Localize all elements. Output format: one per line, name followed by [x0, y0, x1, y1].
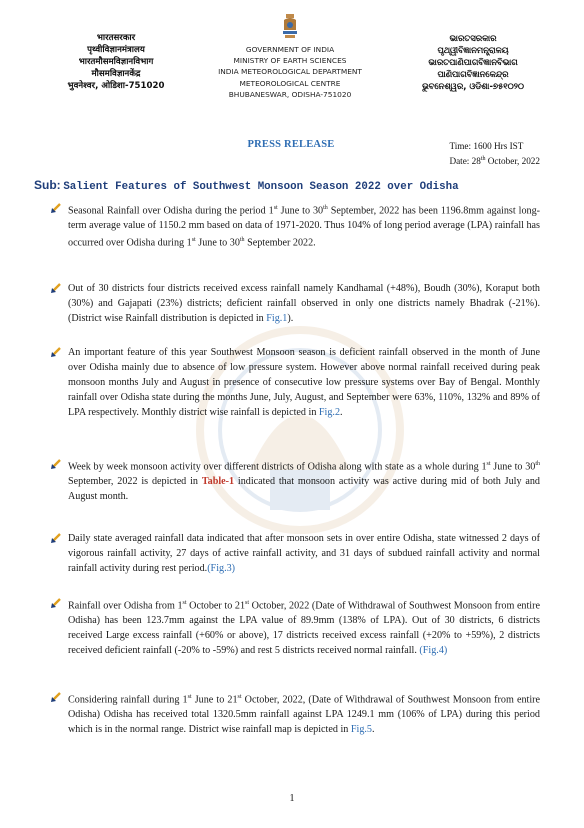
paragraph-seasonal-rainfall: Seasonal Rainfall over Odisha during the period 1st June to 30th September, 2022 has been 1196.8mm against long-term average value of 1150.2 mm based on data of 1971-2020. Thus 104% of long period average (LPA) rainfall has occurred over Odisha during 1st June to 30th September 2022.	[68, 201, 540, 251]
header-odia-line: ଭାରତପାଣିପାଗବିଜ୍ଞାନବିଭାଗ	[428, 57, 518, 67]
subject-text: Salient Features of Southwest Monsoon Season 2022 over Odisha	[63, 181, 459, 193]
fig2-link[interactable]: Fig.2	[318, 407, 341, 418]
press-release-title: PRESS RELEASE	[247, 139, 335, 150]
header-odia-block	[398, 32, 548, 92]
header-odia-line: ଭୁବନେଶ୍ୱର, ଓଡିଶା-୭୫୧୦୨୦	[422, 81, 524, 91]
header-english-block	[205, 12, 375, 100]
header-english-line: METEOROLOGICAL CENTRE	[239, 78, 341, 88]
header-english-line: GOVERNMENT OF INDIA	[245, 45, 335, 54]
fig5-link[interactable]: Fig.5	[350, 724, 372, 736]
arrow-bullet-icon	[50, 282, 62, 294]
state-emblem-icon	[281, 12, 299, 40]
time-label: Time: 1600 Hrs IST	[449, 141, 524, 151]
subject-label: Sub:	[34, 178, 61, 192]
paragraph-total-rainfall: Considering rainfall during 1st June to 21st October, 2022, (Date of Withdrawal of Southwest Monsoon from entire Odisha) Odisha has received total 1320.5mm rainfall against LPA 1249.1 mm (106% of LPA) during this period which is in the normal range. District wise rainfall map is depicted in Fig.5.	[68, 690, 540, 737]
fig1-link[interactable]: Fig.1	[266, 313, 288, 324]
arrow-bullet-icon	[50, 202, 62, 214]
header-hindi-block	[52, 32, 180, 92]
header-english-line: INDIA METEOROLOGICAL DEPARTMENT	[218, 67, 362, 77]
arrow-bullet-icon	[50, 346, 62, 358]
header-hindi-line: भारतसरकार	[96, 33, 136, 43]
header-hindi-line: भुवनेश्वर, ओडिशा-751020	[67, 81, 165, 91]
arrow-bullet-icon	[50, 458, 62, 470]
arrow-bullet-icon	[50, 532, 62, 544]
header-english-line: BHUBANESWAR, ODISHA-751020	[228, 89, 352, 99]
paragraph-monthly-rainfall: An important feature of this year Southwest Monsoon season is deficient rainfall observed in the month of June over Odisha mainly due to absence of low pressure system. However above normal rainfall received during peak monsoon months July and August in presence of consecutive low pressure systems over Bay of Bengal. Monthly rainfall over Odisha state during the months June, July, August, and September were 63%, 110%, 132% and 89% of LPA respectively. Monthly district wise rainfall is depicted in Fig.2.	[68, 345, 540, 420]
fig3-link[interactable]: (Fig.3)	[207, 563, 236, 574]
paragraph-october-rainfall: Rainfall over Odisha from 1st October to 21st October, 2022 (Date of Withdrawal of Southwest Monsoon from entire Odisha) has been 123.7mm against the LPA value of 89.9mm (138% of LPA). Out of 30 districts, 6 districts received Large excess rainfall (+60% or above), 17 districts received excess rainfall (+20% to +59%), 2 districts received deficient rainfall (-20% to -59%) and rest 5 districts received normal rainfall. (Fig.4)	[68, 596, 540, 658]
header-odia-line: ପୃଥ୍ୱୀବିଜ୍ଞାନମନ୍ତ୍ରାଳୟ	[437, 45, 509, 55]
subject-line	[34, 178, 554, 193]
fig4-link[interactable]: (Fig.4)	[419, 645, 448, 657]
date-label: Date: 28th October, 2022	[449, 156, 540, 167]
paragraph-weekly-activity: Week by week monsoon activity over different districts of Odisha along with state as a whole during 1st June to 30th September, 2022 is depicted in Table-1 indicated that monsoon activity was active during mid of both July and August month.	[68, 457, 540, 504]
header-english-line: MINISTRY OF EARTH SCIENCES	[233, 56, 347, 66]
page-number: 1	[289, 793, 295, 804]
header-odia-line: ଭାରତସରକାର	[449, 33, 497, 43]
arrow-bullet-icon	[50, 597, 62, 609]
time-date-block	[449, 140, 540, 168]
table1-link[interactable]: Table-1	[201, 476, 235, 488]
header-hindi-line: पृथ्वीविज्ञानमंत्रालय	[87, 45, 145, 55]
arrow-bullet-icon	[50, 691, 62, 703]
paragraph-daily-rainfall: Daily state averaged rainfall data indicated that after monsoon sets in over entire Odisha, state witnessed 2 days of vigorous rainfall activity, 27 days of active rainfall activity, and 31 days of subdued rainfall activity and normal rainfall activity during rest period.(Fig.3)	[68, 531, 540, 576]
header-odia-line: ପାଣିପାଗବିଜ୍ଞାନକେନ୍ଦ୍ର	[437, 69, 509, 79]
header-hindi-line: भारतमौसमविज्ञानविभाग	[78, 57, 154, 67]
paragraph-district-rainfall: Out of 30 districts four districts received excess rainfall namely Kandhamal (+48%), Boudh (30%), Koraput both (30%) and Gajapati (23%) districts; deficient rainfall observed in only one districts namely Bhadrak (-21%). (District wise Rainfall distribution is depicted in Fig.1).	[68, 281, 540, 326]
header-hindi-line: मौसमविज्ञानकेंद्र	[91, 69, 141, 79]
